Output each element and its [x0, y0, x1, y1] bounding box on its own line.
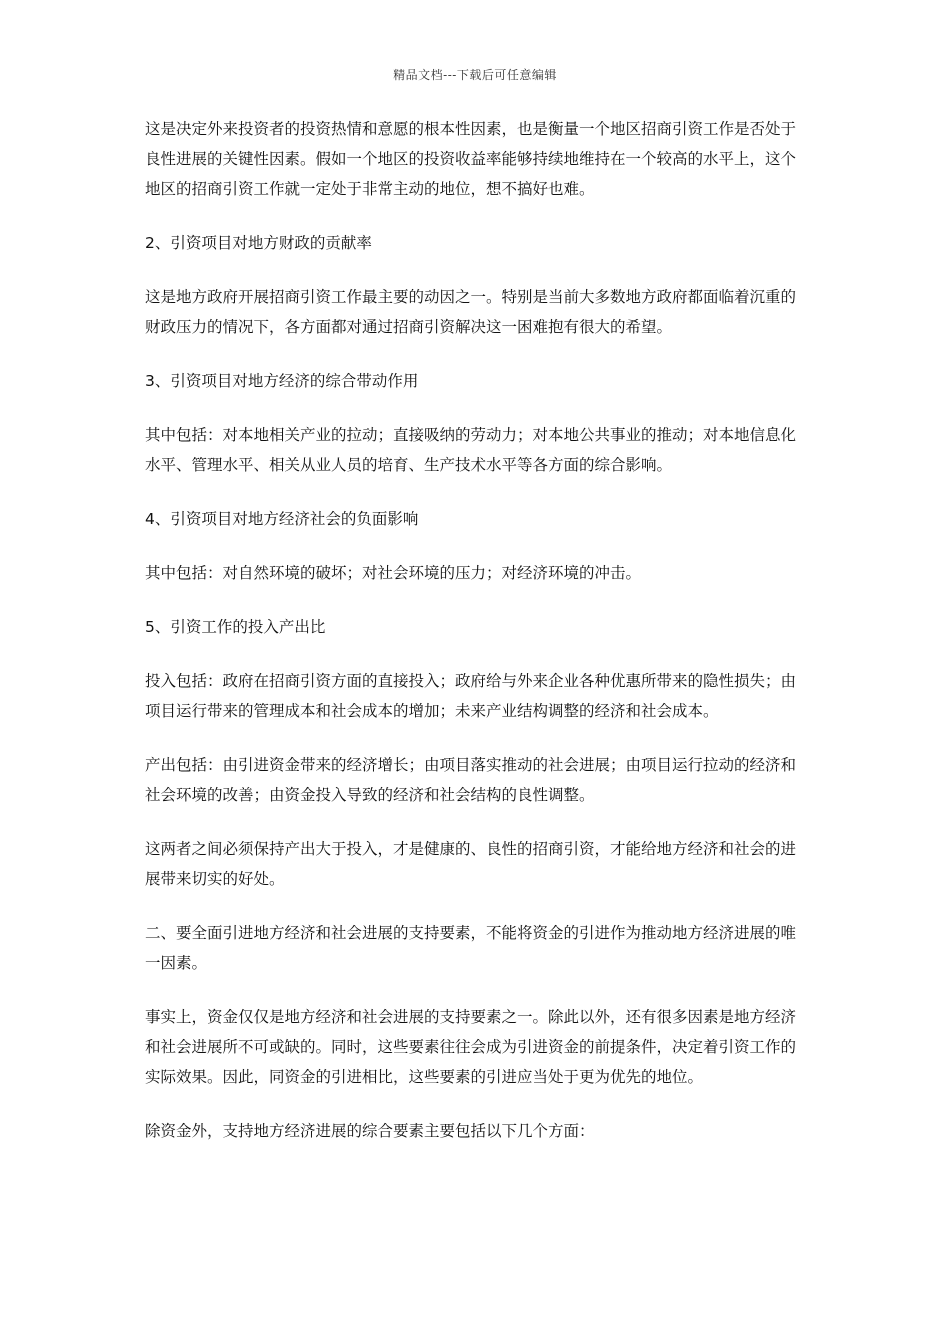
paragraph-output: 产出包括：由引进资金带来的经济增长；由项目落实推动的社会进展；由项目运行拉动的经济和社会环境的改善；由资金投入导致的经济和社会结构的良性调整。 — [145, 756, 797, 804]
heading-section-two: 二、要全面引进地方经济和社会进展的支持要素，不能将资金的引进作为推动地方经济进展的唯一因素。 — [145, 924, 797, 972]
document-body — [145, 114, 810, 1146]
paragraph-input: 投入包括：政府在招商引资方面的直接投入；政府给与外来企业各种优惠所带来的隐性损失；由项目运行带来的管理成本和社会成本的增加；未来产业结构调整的经济和社会成本。 — [145, 672, 797, 720]
page-header: 精品文档---下载后可任意编辑 — [393, 68, 557, 82]
paragraph-factors-intro: 除资金外，支持地方经济进展的综合要素主要包括以下几个方面： — [145, 1122, 595, 1140]
heading-input-output-ratio: 5、引资工作的投入产出比 — [145, 618, 326, 636]
heading-fiscal-contribution: 2、引资项目对地方财政的贡献率 — [145, 234, 372, 252]
paragraph-comprehensive-effect: 其中包括：对本地相关产业的拉动；直接吸纳的劳动力；对本地公共事业的推动；对本地信息化水平、管理水平、相关从业人员的培育、生产技术水平等各方面的综合影响。 — [145, 426, 797, 474]
heading-negative-impact: 4、引资项目对地方经济社会的负面影响 — [145, 510, 419, 528]
paragraph-investment-return: 这是决定外来投资者的投资热情和意愿的根本性因素，也是衡量一个地区招商引资工作是否处于良性进展的关键性因素。假如一个地区的投资收益率能够持续地维持在一个较高的水平上，这个地区的招商引资工作就一定处于非常主动的地位，想不搞好也难。 — [145, 120, 797, 198]
paragraph-fiscal-contribution: 这是地方政府开展招商引资工作最主要的动因之一。特别是当前大多数地方政府都面临着沉重的财政压力的情况下，各方面都对通过招商引资解决这一困难抱有很大的希望。 — [145, 288, 797, 336]
paragraph-support-factors: 事实上，资金仅仅是地方经济和社会进展的支持要素之一。除此以外，还有很多因素是地方经济和社会进展所不可或缺的。同时，这些要素往往会成为引进资金的前提条件，决定着引资工作的实际效果。因此，同资金的引进相比，这些要素的引进应当处于更为优先的地位。 — [145, 1008, 797, 1086]
heading-comprehensive-effect: 3、引资项目对地方经济的综合带动作用 — [145, 372, 419, 390]
paragraph-negative-impact: 其中包括：对自然环境的破坏；对社会环境的压力；对经济环境的冲击。 — [145, 564, 642, 582]
paragraph-balance: 这两者之间必须保持产出大于投入，才是健康的、良性的招商引资，才能给地方经济和社会的进展带来切实的好处。 — [145, 840, 797, 888]
